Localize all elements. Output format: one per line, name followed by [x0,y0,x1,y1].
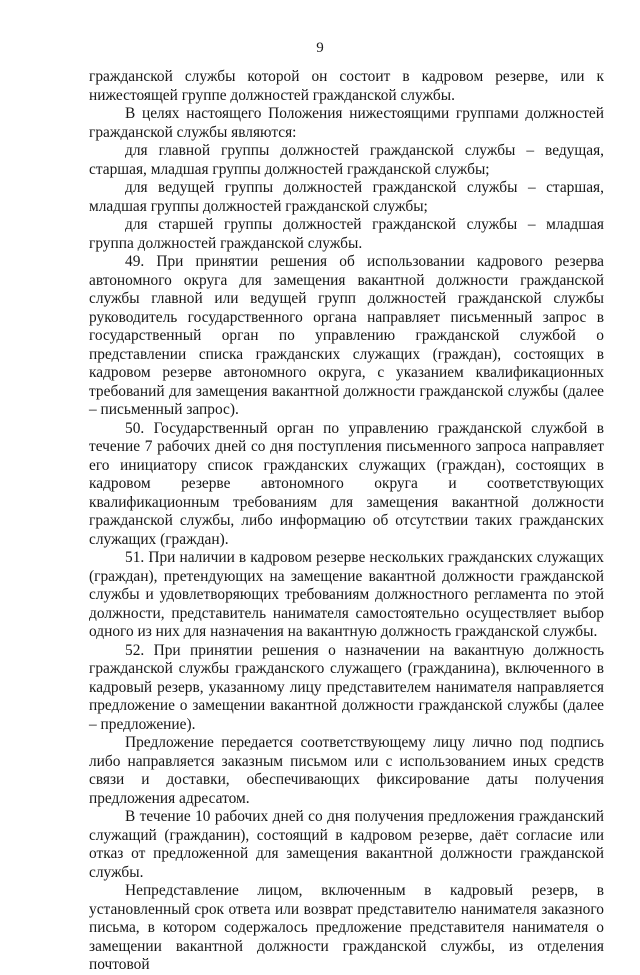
paragraph-response-period: В течение 10 рабочих дней со дня получения предложения гражданский служащий (гражданин), состоящий в кадровом резерве, даёт согласие или отказ от предложенной для замещения вакантной должности гражданской службы. [89,808,604,881]
paragraph-non-response: Непредставление лицом, включенным в кадровый резерв, в установленный срок ответа или возврат представителю нанимателя заказного письма, в котором содержалось предложение представителя нанимателя о замещении вакантной должности гражданской службы, из отделения почтовой [89,882,604,973]
paragraph-50: 50. Государственный орган по управлению гражданской службой в течение 7 рабочих дней со дня поступления письменного запроса направляет его инициатору список гражданских служащих (граждан), состоящих в кадровом резерве автономного округа и соответствующих квалификационным требованиям для замещения вакантной должности гражданской службы, либо информацию об отсутствии таких гражданских служащих (граждан). [89,419,604,548]
paragraph-49: 49. При принятии решения об использовании кадрового резерва автономного округа для замещения вакантной должности гражданской службы главной или ведущей групп должностей гражданской службы руководитель государственного органа направляет письменный запрос в государственный орган по управлению гражданской службой о представлении списка гражданских служащих (граждан), состоящих в кадровом резерве автономного округа, с указанием квалификационных требований для замещения вакантной должности гражданской службы (далее – письменный запрос). [89,253,604,418]
paragraph-offer-delivery: Предложение передается соответствующему лицу лично под подпись либо направляется заказным письмом или с использованием иных средств связи и доставки, обеспечивающих фиксирование даты получения предложения адресатом. [89,734,604,807]
paragraph-continuation: гражданской службы которой он состоит в кадровом резерве, или к нижестоящей группе должностей гражданской службы. [89,68,604,104]
document-body [89,68,604,975]
paragraph-52: 52. При принятии решения о назначении на вакантную должность гражданской службы гражданского служащего (гражданина), включенного в кадровый резерв, указанному лицу представителем нанимателя направляется предложение о замещении вакантной должности гражданской службы (далее – предложение). [89,641,604,733]
paragraph-lower-groups-intro: В целях настоящего Положения нижестоящими группами должностей гражданской службы являются: [89,105,604,141]
paragraph-51: 51. При наличии в кадровом резерве нескольких гражданских служащих (граждан), претендующих на замещение вакантной должности гражданской службы и удовлетворяющих требованиям должностного регламента по этой должности, представитель нанимателя самостоятельно осуществляет выбор одного из них для назначения на вакантную должность гражданской службы. [89,549,604,640]
paragraph-senior-group: для старшей группы должностей гражданской службы – младшая группа должностей гражданской службы. [89,216,604,252]
page-number: 9 [316,40,324,56]
paragraph-main-group: для главной группы должностей гражданской службы – ведущая, старшая, младшая группы должностей гражданской службы; [89,142,604,178]
paragraph-leading-group: для ведущей группы должностей гражданской службы – старшая, младшая группы должностей гражданской службы; [89,179,604,215]
